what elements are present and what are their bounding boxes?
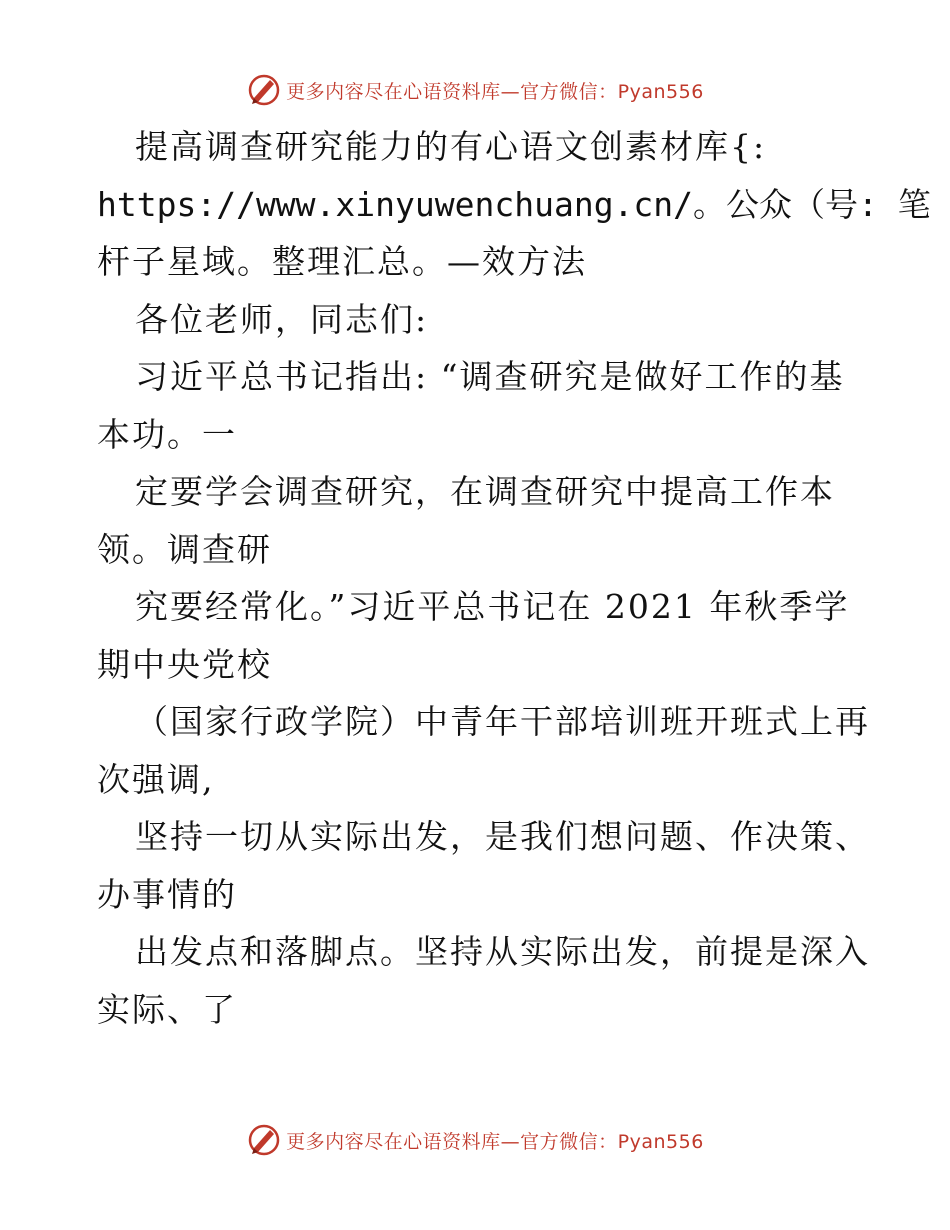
body-text-line: 期中央党校 (97, 644, 272, 684)
banner-text: 更多内容尽在心语资料库—官方微信：Pyan556 (286, 80, 704, 103)
banner-text: 更多内容尽在心语资料库—官方微信：Pyan556 (286, 1130, 704, 1153)
body-text-line: 究要经常化。”习近平总书记在 2021 年秋季学 (135, 587, 850, 626)
body-text-line: 出发点和落脚点。坚持从实际出发，前提是深入 (135, 932, 870, 971)
body-text-line: 坚持一切从实际出发，是我们想问题、作决策、 (135, 817, 870, 856)
body-text-line: 各位老师，同志们: (135, 299, 429, 339)
body-text-line: 定要学会调查研究，在调查研究中提高工作本 (135, 472, 835, 511)
footer-watermark-banner (0, 1120, 950, 1160)
body-text-line: （国家行政学院）中青年干部培训班开班式上再 (135, 702, 870, 741)
body-text-line: 本功。一 (97, 414, 237, 454)
pen-logo-icon (246, 72, 282, 108)
pen-logo-icon (246, 1122, 282, 1158)
document-body (97, 118, 931, 1038)
body-text-line: 提高调查研究能力的有心语文创素材库{: (135, 127, 767, 166)
header-watermark-banner (0, 70, 950, 110)
body-text-line: 办事情的 (97, 874, 237, 914)
body-text-line: 杆子星域。整理汇总。—效方法 (97, 242, 587, 281)
body-text-line: 领。调查研 (97, 529, 272, 569)
body-text-line: 次强调, (97, 759, 215, 799)
body-text-line: 习近平总书记指出: “调查研究是做好工作的基 (135, 357, 845, 396)
body-text-line: https://www.xinyuwenchuang.cn/。公众（号: 笔 (97, 184, 931, 224)
wechat-id: Pyan556 (617, 80, 704, 103)
wechat-id: Pyan556 (617, 1130, 704, 1153)
body-text-line: 实际、了 (97, 989, 237, 1029)
